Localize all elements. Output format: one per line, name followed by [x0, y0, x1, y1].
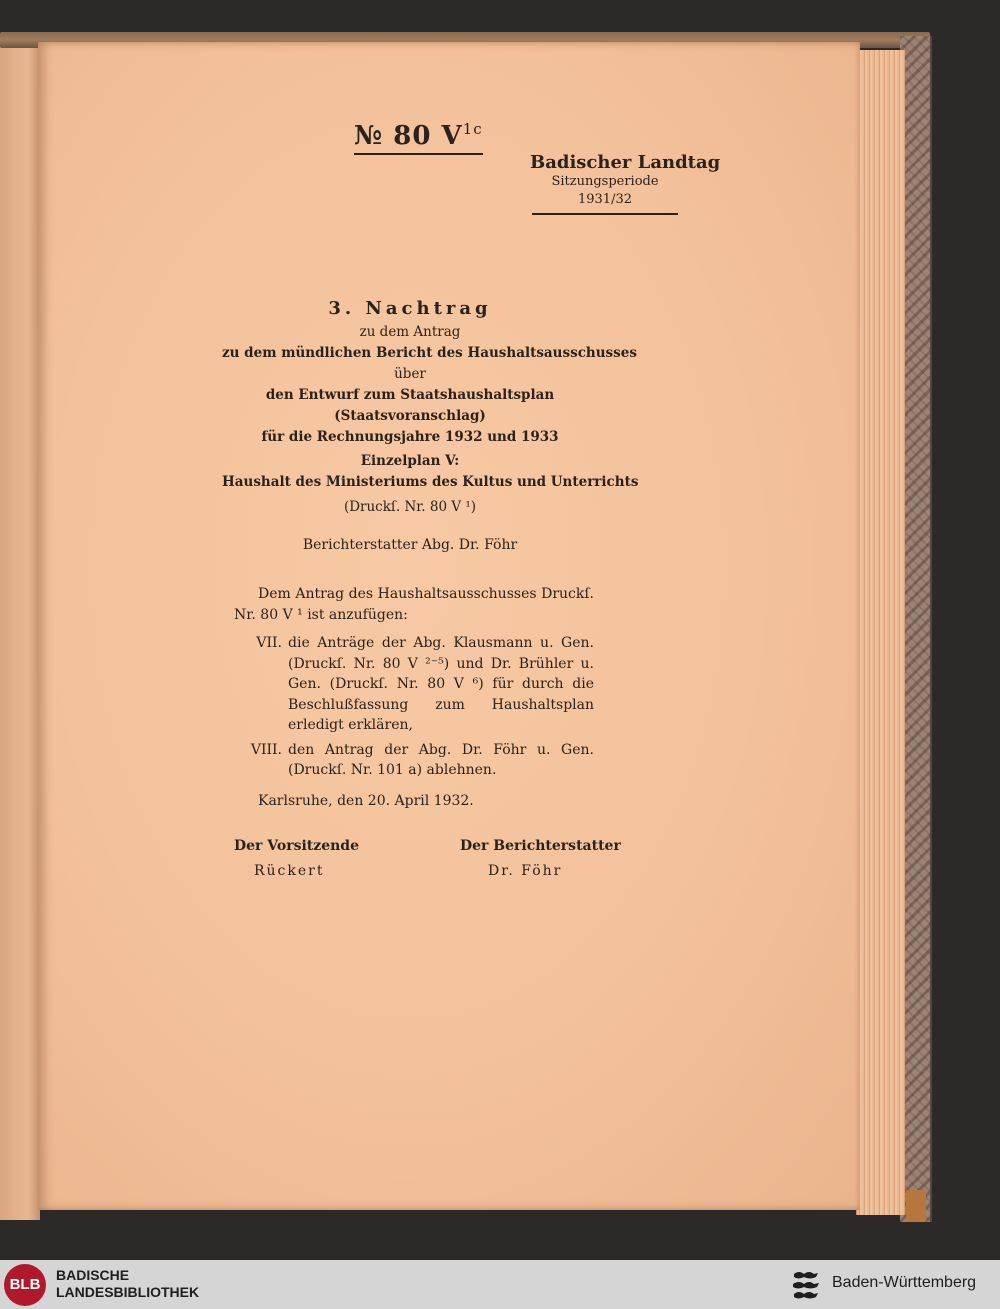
library-name-line2: LANDESBIBLIOTHEK — [56, 1284, 200, 1300]
list-item-text: die Anträge der Abg. Klausmann u. Gen. (Druckſ. Nr. 80 V ²⁻⁵) und Dr. Brühler u. Gen. (Druckſ. Nr. 80 V ⁶) für durch die Beschlußfassung zum Haushaltsplan erledigt erklären, — [288, 635, 594, 733]
document-heading — [222, 296, 639, 518]
landtag-period: Sitzungsperiode — [551, 174, 659, 189]
document-number-suffix: 1c — [462, 120, 483, 138]
heading-line: über — [394, 366, 426, 382]
document-number — [354, 120, 483, 155]
date-line: Karlsruhe, den 20. April 1932. — [258, 793, 474, 809]
list-item-number: VIII. — [250, 741, 282, 758]
heading-line: Haushalt des Ministeriums des Kultus und Unterrichts — [222, 474, 639, 490]
book-cover-corner — [906, 1190, 926, 1222]
document-number-main: № 80 V — [354, 121, 463, 151]
signature-title-reporter: Der Berichterstatter — [460, 838, 621, 854]
library-name-line1: BADISCHE — [56, 1267, 130, 1283]
library-name[interactable] — [56, 1267, 199, 1301]
landtag-rule — [532, 213, 678, 215]
list-item-text: den Antrag der Abg. Dr. Föhr u. Gen. (Druckſ. Nr. 101 a) ablehnen. — [288, 741, 594, 778]
baden-wuerttemberg-lions-icon — [790, 1268, 822, 1302]
document-body — [234, 584, 594, 781]
landtag-years: 1931/32 — [577, 192, 632, 207]
document-title: 3. Nachtrag — [328, 298, 492, 319]
list-item — [234, 633, 594, 736]
heading-line: zu dem Antrag — [359, 324, 461, 340]
book-left-page-edge — [0, 40, 40, 1220]
blb-logo[interactable]: BLB — [4, 1264, 46, 1306]
heading-line: den Entwurf zum Staatshaushaltsplan — [265, 387, 555, 403]
heading-line: zu dem mündlichen Bericht des Haushaltsausschusses — [222, 345, 637, 361]
heading-line: (Druckſ. Nr. 80 V ¹) — [343, 499, 477, 515]
list-item-number: VII. — [256, 635, 282, 651]
landtag-title: Badischer Landtag — [530, 152, 721, 173]
heading-line: (Staatsvoranschlag) — [334, 408, 486, 424]
body-intro: Dem Antrag des Haushaltsausschusses Druckſ. Nr. 80 V ¹ ist anzufügen: — [234, 586, 594, 623]
list-item — [234, 740, 594, 781]
signature-name-chair: Rückert — [254, 863, 325, 879]
reporter-line: Berichterstatter Abg. Dr. Föhr — [302, 537, 518, 553]
state-name[interactable]: Baden-Württemberg — [832, 1274, 977, 1291]
footer-bar — [0, 1260, 1000, 1309]
page-stack-edge — [856, 50, 905, 1215]
signature-title-chair: Der Vorsitzende — [234, 838, 359, 854]
heading-line: Einzelplan V: — [360, 453, 460, 469]
signature-name-reporter: Dr. Föhr — [488, 863, 563, 879]
landtag-header — [530, 152, 721, 215]
heading-line: für die Rechnungsjahre 1932 und 1933 — [261, 429, 559, 445]
